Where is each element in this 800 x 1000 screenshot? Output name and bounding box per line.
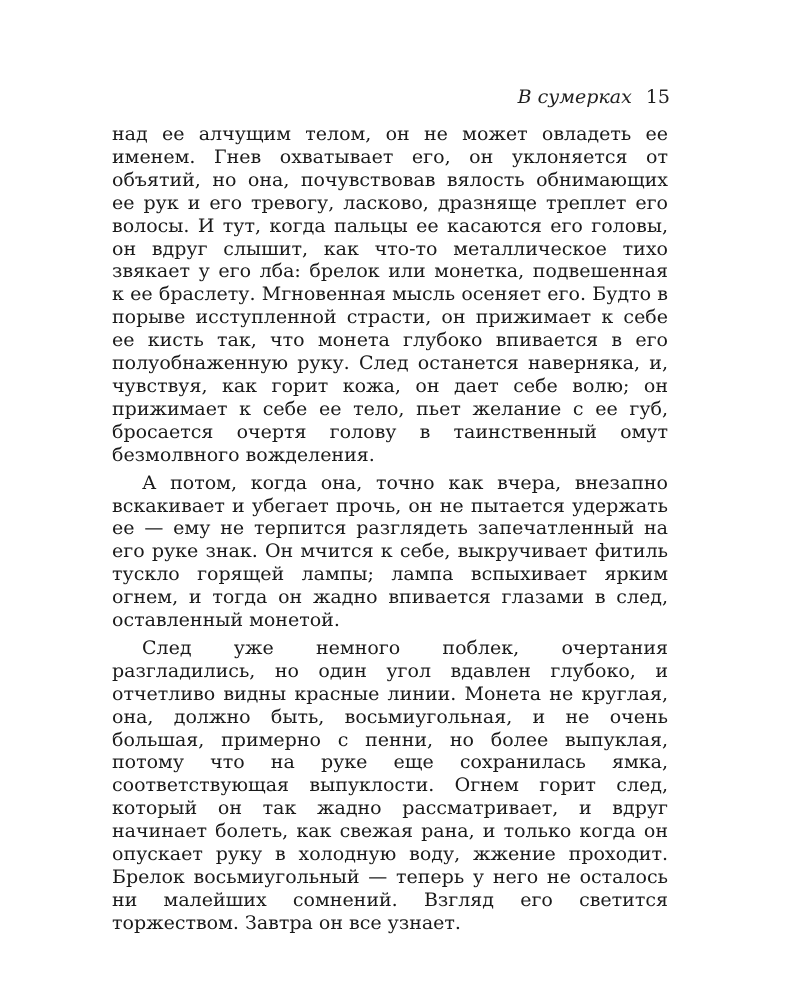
section-title: В сумерках xyxy=(517,86,632,108)
body-text xyxy=(112,123,668,940)
running-head xyxy=(518,86,670,108)
paragraph-3: След уже немного поблек, очертания разгладились, но один угол вдавлен глубоко, и отчетливо видны красные линии. Монета не круглая, она, должно быть, восьмиугольная, и не очень большая, примерно с пенни, но более выпуклая, потому что на руке еще сохранилась ямка, соответствующая выпуклости. Огнем горит след, который он так жадно рассматривает, и вдруг начинает болеть, как свежая рана, и только когда он опускает руку в холодную воду, жжение проходит. Брелок восьмиугольный — теперь у него не осталось ни малейших сомнений. Взгляд его светится торжеством. Завтра он все узнает. xyxy=(112,636,668,934)
paragraph-1: над ее алчущим телом, он не может овладеть ее именем. Гнев охватывает его, он уклоняется от объятий, но она, почувствовав вялость обнимающих ее рук и его тревогу, ласково, дразняще треплет его волосы. И тут, когда пальцы ее касаются его головы, он вдруг слышит, как что-то металлическое тихо звякает у его лба: брелок или монетка, подвешенная к ее браслету. Мгновенная мысль осеняет его. Будто в порыве исступленной страсти, он прижимает к себе ее кисть так, что монета глубоко впивается в его полуобнаженную руку. След останется наверняка, и, чувствуя, как горит кожа, он дает себе волю; он прижимает к себе ее тело, пьет желание с ее губ, бросается очертя голову в таинственный омут безмолвного вожделения. xyxy=(112,123,668,466)
paragraph-2: А потом, когда она, точно как вчера, внезапно вскакивает и убегает прочь, он не пытается удержать ее — ему не терпится разглядеть запечатленный на его руке знак. Он мчится к себе, выкручивает фитиль тускло горящей лампы; лампа вспыхивает ярким огнем, и тогда он жадно впивается глазами в след, оставленный монетой. xyxy=(112,471,668,632)
page-number: 15 xyxy=(645,86,670,108)
